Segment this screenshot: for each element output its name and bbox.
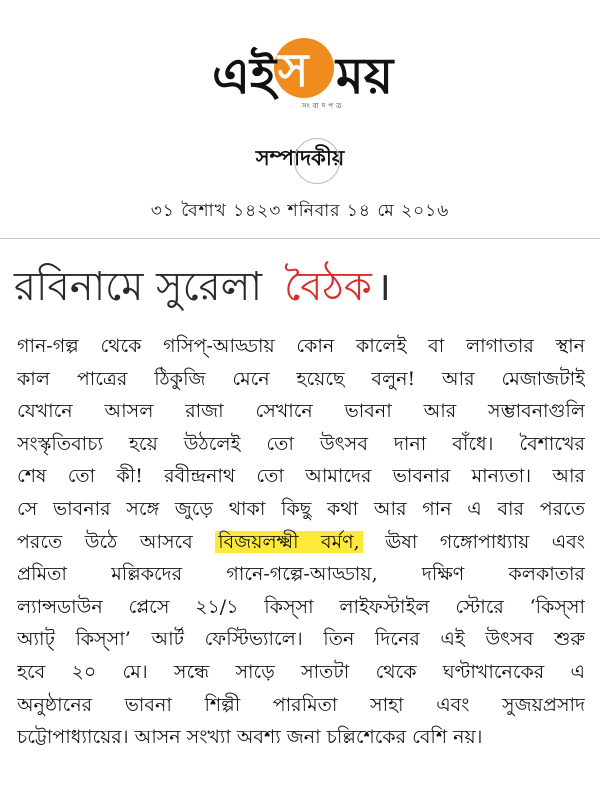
- dateline: ৩১ বৈশাখ ১৪২৩ শনিবার ১৪ মে ২০১৬: [150, 201, 450, 221]
- body-line: সে ভাবনার সঙ্গে জুড়ে থাকা কিছু কথা আর গান এ বার পরতে: [17, 497, 585, 520]
- masthead: [0, 0, 600, 236]
- section-label-text: সম্পাদকীয়: [255, 146, 345, 170]
- section-label-text-wrap: [252, 140, 348, 179]
- body-line: হবে ২০ মে। সন্ধে সাড়ে সাতটা থেকে ঘণ্টাখানেকের এ: [17, 660, 585, 683]
- body-line: অনুষ্ঠানের ভাবনা শিল্পী পারমিতা সাহা এবং সুজয়প্রসাদ: [17, 693, 585, 716]
- headline-part-2: বৈঠক: [284, 264, 372, 310]
- article-headline: [14, 258, 594, 316]
- section-ring-decoration: [294, 138, 340, 184]
- body-line: গান-গল্প থেকে গসিপ্‌-আড্ডায় কোন কালেই বা লাগাতার স্থান: [17, 335, 585, 357]
- logo-text-right: ময়: [336, 47, 394, 105]
- headline-end-mark: ।: [375, 264, 392, 310]
- body-line-highlighted: [17, 526, 585, 559]
- body-line: ল্যান্সডাউন প্লেসে ২১/১ কিস্‌সা লাইফস্টাইল স্টোরে ‘কিস্‌সা: [17, 595, 585, 618]
- logo-text-mid: স: [278, 43, 309, 97]
- body-line: অ্যাট্‌ কিস্‌সা’ আর্ট ফেস্টিভ্যালে। তিন দিনের এই উৎসব শুরু: [17, 628, 585, 651]
- highlighted-name: বিজয়লক্ষ্মী বর্মণ,: [215, 531, 362, 553]
- ei-samay-logo: [212, 36, 397, 126]
- body-line: সংস্কৃতিবাচ্য হয়ে উঠলেই তো উৎসব দানা বাঁধে। বৈশাখের: [17, 432, 585, 455]
- body-line: চট্টোপাধ্যায়ের। আসন সংখ্যা অবশ্য জনা চল্লিশেকের বেশি নয়।: [17, 726, 483, 749]
- article-body: [17, 330, 585, 770]
- headline-part-1: রবিনামে সুরেলা: [14, 264, 263, 310]
- body-line: যেখানে আসল রাজা সেখানে ভাবনা আর সম্ভাবনাগুলি: [17, 400, 585, 423]
- logo-text-left: এই: [212, 47, 277, 105]
- masthead-divider: [0, 238, 600, 239]
- highlight-line-before: পরতে উঠে আসবে: [17, 530, 193, 553]
- body-line: শেষ তো কী! রবীন্দ্রনাথ তো আমাদের ভাবনার মান্যতা। আর: [17, 465, 585, 488]
- body-line: কাল পাত্রের ঠিকুজি মেনে হয়েছে বলুন! আর মেজাজটাই: [17, 367, 585, 390]
- section-label: [0, 140, 600, 179]
- highlight-line-after: ঊষা গঙ্গোপাধ্যায় এবং: [385, 530, 585, 553]
- logo-tagline: সংবাদপত্র: [302, 102, 345, 110]
- body-line: প্রমিতা মল্লিকদের গানে-গল্পে-আড্ডায়, দক্ষিণ কলকাতার: [17, 563, 585, 586]
